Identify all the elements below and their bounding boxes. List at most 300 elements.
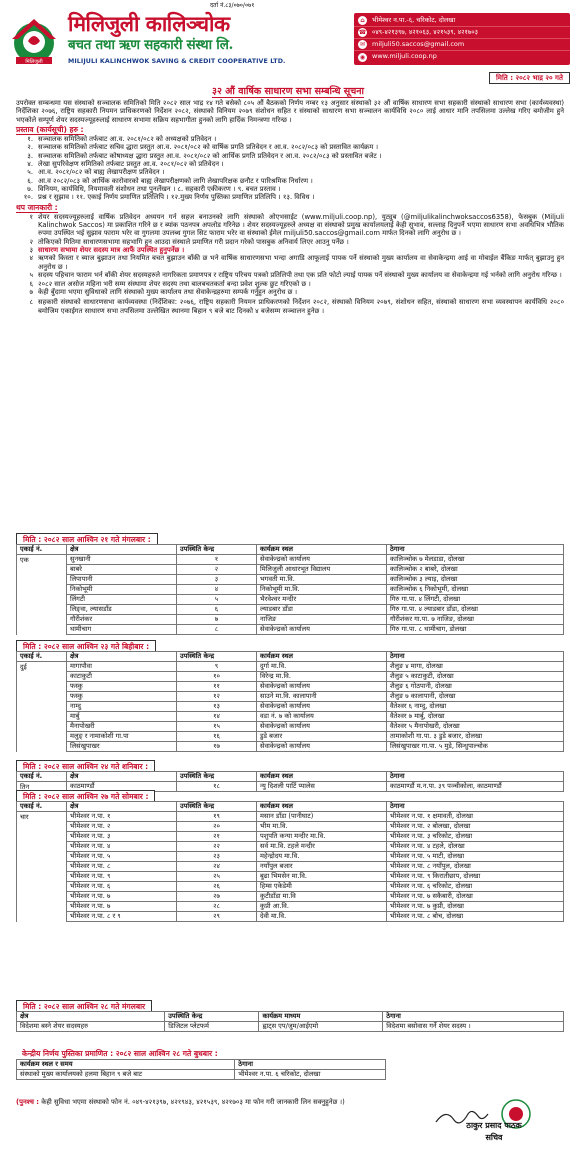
unit-cell — [17, 742, 67, 752]
venue-cell: सर्व मा.वि. टहले मन्दीर — [257, 842, 387, 852]
area-cell: बाबरे — [67, 565, 177, 575]
address-cell: तामाकोशी गा.पा. ३ डुडे बजार, दोलखा — [387, 732, 564, 742]
unit-cell: चार — [17, 812, 67, 822]
agenda-number: ७. — [27, 185, 33, 194]
signatory-name: ठाकुर प्रसाद पाठक — [466, 1121, 522, 1130]
contact-text: www.miljuli.coop.np — [372, 52, 437, 61]
info-item — [16, 288, 564, 296]
unit-cell — [17, 565, 67, 575]
center-cell: २३ — [177, 852, 257, 862]
agenda-heading: प्रस्ताव (कार्यसूची) हरु : — [16, 125, 84, 135]
agenda-text: सञ्चालक समितिको तर्फबाट आ.व. २०८१/०८२ को अध्यक्षको प्रतिवेदन । — [38, 134, 217, 143]
center-cell: २५ — [177, 872, 257, 882]
table-row — [17, 912, 564, 922]
table-row — [17, 662, 564, 672]
center-cell: ४ — [177, 585, 257, 595]
venue-cell: न्यु दिशली पार्टि प्यालेस — [257, 782, 387, 792]
col-address: ठेगाना — [387, 772, 564, 782]
online-grid — [16, 1011, 564, 1032]
venue-cell: सेवाकेन्द्रको कार्यालय — [257, 702, 387, 712]
table-row — [17, 732, 564, 742]
contact-row — [354, 51, 570, 63]
address-cell: शैलुङ ७ कालापानी, दोलखा — [387, 692, 564, 702]
area-cell: भीमेश्वर न.पा. १ — [67, 812, 177, 822]
table-row — [17, 702, 564, 712]
table-row — [17, 555, 564, 565]
unit-cell — [17, 822, 67, 832]
notice-title: ३२ औं वार्षिक साधारण सभा सम्बन्धि सूचना — [212, 86, 364, 97]
agenda-text: प्रश्न र सुझाव । ११. एकाई निर्णय प्रमाणित प्रतिलिपि । १२.मुख्य निर्णय पुस्तिका प्रमाणित प्रतिलिपि । १३. विविध । — [38, 193, 315, 202]
online-col: क्षेत्र — [17, 1012, 165, 1022]
schedule-grid — [16, 544, 564, 635]
col-area: क्षेत्र — [67, 545, 177, 555]
unit-cell — [17, 862, 67, 872]
center-cell: २९ — [177, 912, 257, 922]
area-cell: भीमेश्वर न.पा. ७ — [67, 902, 177, 912]
contact-row — [354, 27, 570, 39]
info-number: ५ — [29, 271, 33, 280]
unit-cell — [17, 702, 67, 712]
venue-cell: हिम्स एकेडेमी — [257, 882, 387, 892]
center-cell: २२ — [177, 842, 257, 852]
table-row — [17, 575, 564, 585]
info-item — [16, 271, 564, 279]
area-cell: भीमेश्वर न.पा. ३ — [67, 832, 177, 842]
web-icon: ◉ — [359, 53, 366, 61]
address-cell: गौरीशंकर गा.पा. ७ नाजिङ, दोलखा — [387, 615, 564, 625]
center-cell: १३ — [177, 702, 257, 712]
schedule-grid — [16, 651, 564, 752]
venue-cell: सेवाकेन्द्रको कार्यालय — [257, 682, 387, 692]
schedule-table-3 — [16, 760, 564, 792]
cooperative-logo — [6, 13, 62, 67]
address-cell: भीमेश्वर न.पा. ७ सकैबारी, दोलखा — [387, 892, 564, 902]
venue-cell: साउने मा.वि. कालापानी — [257, 692, 387, 702]
center-cell: १९ — [177, 812, 257, 822]
address-cell: वैतेश्वर ६ नाम्दु, दोलखा — [387, 702, 564, 712]
table-header-row — [17, 1060, 386, 1070]
central-col: ठेगाना — [235, 1060, 386, 1070]
online-cell: विदेशमा बस्ने शेयर सदस्यहरु — [17, 1022, 165, 1032]
table-header-row — [17, 1012, 564, 1022]
center-cell: ७ — [177, 615, 257, 625]
table-row — [17, 585, 564, 595]
info-list — [16, 213, 564, 297]
info-text: २०८२ साल असोज महिना भरी सम्म संस्थामा शेयर सदस्य तथा बालबचतकर्ता बन्दा प्रवेश शुल्क छुट गरिएको छ । — [38, 279, 311, 288]
address-cell: भीमेश्वर न.पा. ८ बोच, दोलखा — [387, 912, 564, 922]
unit-cell — [17, 872, 67, 882]
area-cell: मागापौवा — [67, 662, 177, 672]
info-heading: थप जानकारी : — [16, 202, 58, 212]
address-cell: भीमेश्वर न.पा. २ बोलखा, दोलखा — [387, 822, 564, 832]
agenda-number: ५. — [27, 168, 33, 177]
address-cell: भीमेश्वर न.पा. ५ माटी, दोलखा — [387, 852, 564, 862]
col-unit: एकाई नं. — [17, 772, 67, 782]
unit-cell — [17, 625, 67, 635]
unit-cell — [17, 842, 67, 852]
venue-cell: सेवाकेन्द्रको कार्यालय — [257, 555, 387, 565]
agenda-item — [16, 168, 564, 176]
col-address: ठेगाना — [387, 652, 564, 662]
venue-cell: सेवाकेन्द्रको कार्यालय — [257, 742, 387, 752]
contact-text: ०४९-४२१३९७, ४२१०६३, ४२१५३९, ४२१७०३ — [372, 27, 479, 36]
agenda-number: १. — [27, 134, 33, 143]
address-cell: भीमेश्वर न.पा. ३ चरिकोट, दोलखा — [387, 832, 564, 842]
venue-cell: दुर्गा मा.वि. — [257, 662, 387, 672]
unit-cell — [17, 615, 67, 625]
venue-cell: देवी मा.वि. — [257, 912, 387, 922]
table-row — [17, 842, 564, 852]
agenda-item — [16, 177, 564, 185]
area-cell: थामीचाग — [67, 625, 177, 635]
venue-cell: मिलिजुली आधारभूत विद्यालय — [257, 565, 387, 575]
agenda-item — [16, 193, 564, 201]
logo-text: मिलिजुली — [25, 59, 43, 65]
area-cell: भीमेश्वर न.पा. ८ — [67, 862, 177, 872]
table-row — [17, 1070, 386, 1080]
agenda-number: ४. — [27, 160, 33, 168]
location-icon: ⌂ — [358, 16, 367, 25]
area-cell: लिसंखुपाखर — [67, 742, 177, 752]
unit-cell — [17, 892, 67, 902]
schedule-date: मिति : २०८२ साल आश्विन २४ गते शनिबार : — [16, 760, 155, 771]
address-cell: वैतेश्वर ५ मैनापोखरी, दोलखा — [387, 722, 564, 732]
address-cell: भीमेश्वर न.पा. ९ किरातीछाप, दोलखा — [387, 872, 564, 882]
unit-cell — [17, 902, 67, 912]
center-cell: ५ — [177, 595, 257, 605]
org-name: मिलिजुली कालिञ्चोक — [68, 11, 230, 36]
info-text: केही बुँदामा भएमा सुविधाको लागि संस्थाको मुख्य कार्यालय तथा सेवाकेन्द्रहरुमा सम्पर्क गर्नुहुन अनुरोध छ । — [38, 287, 298, 296]
address-cell: वैतेश्वर ७ मार्बु, दोलखा — [387, 712, 564, 722]
central-col: कार्यक्रम स्थल र समय — [17, 1060, 235, 1070]
col-center: उपस्थिति केन्द्र — [177, 652, 257, 662]
venue-cell: वडा नं. ७ को कार्यालय — [257, 712, 387, 722]
center-cell: २७ — [177, 892, 257, 902]
unit-cell — [17, 585, 67, 595]
address-cell: भीमेश्वर न.पा. ७ कुप्री, दोलखा — [387, 902, 564, 912]
unit-cell — [17, 575, 67, 585]
online-cell: डिजिटल प्लेटफर्म — [165, 1022, 259, 1032]
address-cell: भीमेश्वर न.पा. ८ नयाँपुल, दोलखा — [387, 862, 564, 872]
contact-text: miljuli50.saccos@gmail.com — [372, 39, 465, 48]
area-cell: मलुङ् र नामाकोशी गा.पा — [67, 732, 177, 742]
center-cell: १८ — [177, 782, 257, 792]
center-cell: २६ — [177, 882, 257, 892]
area-cell: भीमेश्वर न.पा. ५ — [67, 852, 177, 862]
agenda-number: २. — [27, 143, 33, 152]
area-cell: फस्कु — [67, 682, 177, 692]
intro-paragraph: उपरोक्त सम्बन्धमा यस संस्थाको सञ्चालक समितिको मिति २०८२ साल भाद्र १४ गते बसेको ८०५ औं बैठकको निर्णय नम्बर १३ अनुसार संस्थाको ३२ औं वार्षिक साधारण सभा सहकारी संस्थाको साधारण सभा (कार्यव्यवस्था) निर्देशिका २०७६, राष्ट्रिय सहकारी नियमन प्राधिकरणको निर्देशन २०८२, संस्थाको विनियम २०७९ संशोधन सहित र संस्थाको साधारण सभा सञ्चालन कार्यविधि २०८० लाई आधार मानि तपसिलमा उल्लेख गरिए बमोजीम हुने भएकोले सम्पूर्ण शेयर सदस्यज्यूहरुलाई साधारण सभामा सक्रिय सहभागीता हुनको लागि हार्दिक निमन्त्रणा गरिन्छ । — [16, 99, 564, 124]
center-cell: २ — [177, 565, 257, 575]
table-row — [17, 822, 564, 832]
unit-cell — [17, 682, 67, 692]
info-text: शेयर सदस्यज्यूहरुलाई वार्षिक प्रतिवेदन अध्ययन गर्न सहज बनाउनको लागि संस्थाको ओएभसाईट (www.miljuli.coop.np), युट्युब (@miljulikalinchwoksaccos6358), फेसबुक (Miljuli Kalinchwok Saccos) मा प्रकाशित गरिने छ र ब्यांक पठनपत्र अपलोड गरिनेछ । शेयर सदस्यज्यूहरुले अध्यक्ष वा संस्थाको प्रमुख कार्यालयलाई केही सुभाव, सल्लाह दिनुपर्ने भएमा साधारण सभा अवधिभित्र भौतिक रुपमा उपस्थित भई सुझाव फाराम भरेर वा गुगलमा उपलब्ध गुगल सिट फाराम भरेर वा संस्थाको ईमेल miljuli50.saccos@gmail.com मार्फत दिनको लागि अनुरोध छ । — [38, 212, 564, 238]
area-cell: गौरीशंकर — [67, 615, 177, 625]
info-text: सदस्य पहिचान फाराम भर्न बाँकी शेयर सदस्यहरुले नागरिकता प्रमाणपत्र र राष्ट्रिय परिचय पत्रको प्रतिलिपी तथा एक प्रति फोटो ल्याई पायक पर्ने संस्थाको मुख्य कार्यालय वा सेवाकेन्द्रमा गई भर्नको लागि अनुरोध गरिन्छ । — [38, 271, 562, 280]
contact-row — [354, 15, 570, 27]
col-unit: एकाई नं. — [17, 545, 67, 555]
address-cell: भीमेश्वर न.पा. ४ टहले, दोलखा — [387, 842, 564, 852]
area-cell: निकोभूमी — [67, 585, 177, 595]
unit-cell — [17, 605, 67, 615]
online-col: उपस्थिति केन्द्र — [165, 1012, 259, 1022]
address-cell: कालिञ्चोक ७ मेलडाडा, दोलखा — [387, 555, 564, 565]
table-row — [17, 682, 564, 692]
unit-cell: दुई — [17, 662, 67, 672]
agenda-text: विनियम, कार्यविधि, नियमावली संशोधन तथा पुनर्लेखन । ८. सहकारी एकीकरण । ९. बचत प्रस्ताव । — [38, 185, 281, 194]
table-row — [17, 882, 564, 892]
col-center: उपस्थिति केन्द्र — [177, 545, 257, 555]
unit-cell — [17, 912, 67, 922]
address-cell: गिरु गा.पा. ४ लिंगटी, दोलखा — [387, 595, 564, 605]
table-row — [17, 892, 564, 902]
venue-cell: निकोभूमी मा.वि. — [257, 585, 387, 595]
online-cell: ह्वाट्स एप/जुम/आईएमो — [259, 1022, 383, 1032]
venue-cell: सेवाकेन्द्रको कार्यालय — [257, 722, 387, 732]
center-cell: १६ — [177, 732, 257, 742]
agenda-text: आ.व. २०८१/०८२ को बाह्य लेखापरीक्षण प्रतिवेदन । — [38, 168, 165, 177]
center-cell: ६ — [177, 605, 257, 615]
table-row — [17, 615, 564, 625]
address-cell: शैलुङ ५ काटाकुटी, दोलखा — [387, 672, 564, 682]
signatory-title: सचिव — [485, 1133, 503, 1142]
col-center: उपस्थिति केन्द्र — [177, 802, 257, 812]
venue-cell: विरेन्द्र मा.वि. — [257, 672, 387, 682]
area-cell: भीमेश्वर न.पा. ४ — [67, 842, 177, 852]
info-number: १ — [29, 212, 33, 221]
central-grid — [16, 1059, 386, 1080]
address-cell: कालिञ्चोक ३ ल्याइ, दोलखा — [387, 575, 564, 585]
area-cell: लिंगटी — [67, 595, 177, 605]
schedule-grid — [16, 801, 564, 922]
info-item — [16, 280, 564, 288]
unit-cell: तिन — [17, 782, 67, 792]
schedule-table-1 — [16, 533, 564, 635]
area-cell: भीमेश्वर न.पा. ७ — [67, 892, 177, 902]
col-area: क्षेत्र — [67, 652, 177, 662]
table-header-row — [17, 802, 564, 812]
col-address: ठेगाना — [387, 802, 564, 812]
org-subtitle: बचत तथा ऋण सहकारी संस्था लि. — [68, 37, 234, 53]
contact-box — [354, 13, 570, 65]
table-header-row — [17, 545, 564, 555]
venue-cell: पशुपति कन्या मन्दीर मा.वि. — [257, 832, 387, 842]
org-name-english: MILIJULI KALINCHWOK SAVING & CREDIT COOPERATIVE LTD. — [68, 58, 286, 65]
area-cell: सुनखानी — [67, 555, 177, 565]
agenda-text: सञ्चालक समितिको तर्फबाट सचिव द्धारा प्रस्तुत आ.व. २०८१/०८२ को वार्षिक प्रगति प्रतिवेदन र आ.व. २०८२/०८३ को प्रस्तावित कार्यक्रम । — [38, 143, 379, 152]
email-icon: ✉ — [359, 41, 366, 48]
info-text: तोकिएको मितिमा साधारणसभामा सहभागि हुन आउदा संस्थाले प्रमाणित गरी प्रदान गरेको पासबुक अनिवार्य लिएर आउनु पर्नेछ । — [38, 237, 349, 246]
central-date: केन्द्रीय निर्णय पुस्तिका प्रमाणित : २०८२ साल आश्विन २८ गते बुधबार : — [16, 1048, 224, 1059]
venue-cell: नाजिङ — [257, 615, 387, 625]
notice-date: मिति : २०८२ भाद्र २० गते — [489, 72, 570, 84]
col-area: क्षेत्र — [67, 772, 177, 782]
address-cell: गिरु गा.पा. ८ थामीचाग, डोलखा — [387, 625, 564, 635]
col-venue: कार्यक्रम स्थल — [257, 545, 387, 555]
col-unit: एकाई नं. — [17, 802, 67, 812]
address-cell: काठमाण्डौं म.न.पा. ३९ पञ्चीकोला, काठमाण्डौं — [387, 782, 564, 792]
area-cell: काटाकुटी — [67, 672, 177, 682]
center-cell: १२ — [177, 692, 257, 702]
center-cell: २८ — [177, 902, 257, 912]
table-row — [17, 712, 564, 722]
online-col: ठेगाना — [383, 1012, 564, 1022]
col-address: ठेगाना — [387, 545, 564, 555]
info-number: ६ — [29, 279, 33, 288]
table-row — [17, 812, 564, 822]
unit-cell — [17, 832, 67, 842]
col-venue: कार्यक्रम स्थल — [257, 652, 387, 662]
center-cell: ११ — [177, 682, 257, 692]
info-text: साधारण सभामा शेयर सदस्य मात्र आफैं उपस्थित हुनुपर्नेछ । — [38, 246, 185, 255]
area-cell: नाम्दु — [67, 702, 177, 712]
address-cell: लिसंखुपाखर गा.पा. ५ मुडे, सिन्धुपाल्चोक — [387, 742, 564, 752]
agenda-item — [16, 143, 564, 151]
center-cell: २० — [177, 822, 257, 832]
table-row — [17, 722, 564, 732]
unit-cell — [17, 882, 67, 892]
venue-cell: भगवती मा.वि. — [257, 575, 387, 585]
unit-cell — [17, 595, 67, 605]
center-cell: १७ — [177, 742, 257, 752]
venue-cell: बुढा भिमसेन मा.वि. — [257, 872, 387, 882]
schedule-date: मिति : २०८२ साल आश्विन २७ गते सोमबार : — [16, 790, 155, 801]
venue-cell: महेन्द्रोदय मा.वि. — [257, 852, 387, 862]
center-cell: १४ — [177, 712, 257, 722]
agenda-number: ६. — [27, 176, 33, 185]
unit-cell: एक — [17, 555, 67, 565]
center-cell: ९ — [177, 662, 257, 672]
note-8: ८ सहकारी संस्थाको साधारणसभा कार्यव्यवस्था (निर्देशिका: २०७६, राष्ट्रिय सहकारी नियमन प्राधिकरणको निर्देशन २०८२, संस्थाको विनियम २०७९, संशोधन सहित, संस्थाको साधारण सभा व्यवस्थापन कार्यविधि २०८० बमोजिम एकाईगत साधारण सभा तपसिलमा उल्लेखित स्थानमा बिहान ९ बजे बाट दिनको ४ बजेसम्म सञ्चालन हुनेछ । — [29, 298, 564, 315]
area-cell: मैनापोखरी — [67, 722, 177, 732]
area-cell: भीमेश्वर न.पा. ९ — [67, 872, 177, 882]
venue-cell: डुडे बजार — [257, 732, 387, 742]
venue-cell: भैरवेश्वर मन्दीर — [257, 595, 387, 605]
center-cell: २४ — [177, 862, 257, 872]
table-row — [17, 692, 564, 702]
venue-cell: कुटीडाँडा मा.वि — [257, 892, 387, 902]
table-row — [17, 862, 564, 872]
table-row — [17, 625, 564, 635]
table-row — [17, 605, 564, 615]
central-cell: भीमेश्वर न.पा. ६ चरिकोट, दोलखा — [235, 1070, 386, 1080]
table-row — [17, 595, 564, 605]
info-number: ४ — [29, 254, 33, 263]
online-cell: विदेशमा बसोवास गर्ने शेयर सदस्य । — [383, 1022, 564, 1032]
area-cell: भीमेश्वर न.पा. ६ — [67, 882, 177, 892]
center-cell: १० — [177, 672, 257, 682]
registration-number: दर्ता नं.८३/०७०/०७१ — [210, 2, 255, 9]
area-cell: काठमाण्डौं — [67, 782, 177, 792]
table-row — [17, 742, 564, 752]
center-cell: ३ — [177, 575, 257, 585]
online-col: कार्यक्रम माध्यम — [259, 1012, 383, 1022]
center-cell: ८ — [177, 625, 257, 635]
unit-cell — [17, 712, 67, 722]
agenda-list — [16, 135, 564, 202]
online-date: मिति : २०८२ साल आश्विन २८ गते मंगलबार — [16, 1000, 152, 1011]
venue-cell: मसान डाँडा (पानीघाट) — [257, 812, 387, 822]
schedule-date: मिति : २०८२ साल आश्विन २३ गते बिहीबार : — [16, 640, 156, 651]
table-row — [17, 902, 564, 912]
area-cell: मार्बु — [67, 712, 177, 722]
venue-cell: ल्याडबार डाँडा — [257, 605, 387, 615]
area-cell: भीमेश्वर न.पा. ८ र ९ — [67, 912, 177, 922]
col-center: उपस्थिति केन्द्र — [177, 772, 257, 782]
agenda-text: सञ्चालक समितिको तर्फबाट कोषाध्यक्ष द्धारा प्रस्तुत आ.व. २०८१/०८२ को आर्थिक प्रगति प्रतिवेदन र आ.व. २०८२/०८३ को प्रस्तावित बजेट । — [38, 151, 382, 160]
schedule-date: मिति : २०८२ साल आश्विन २१ गते मंगलबार : — [16, 533, 158, 544]
center-cell: १५ — [177, 722, 257, 732]
table-row — [17, 872, 564, 882]
agenda-text: आ.व २०८२/०८३ को आर्थिक कारोवारको बाह्य लेखापरीक्षणको लागि लेखापरिक्षक छनौट र पारिश्रमिक निर्धारण । — [38, 176, 313, 185]
table-header-row — [17, 772, 564, 782]
area-cell: लिपापानी — [67, 575, 177, 585]
address-cell: शैलुङ ६ गोठपानी, दोलखा — [387, 682, 564, 692]
schedule-table-4 — [16, 790, 564, 922]
phone-icon: ☎ — [358, 29, 367, 36]
table-row — [17, 1022, 564, 1032]
venue-cell: भीम मा.वि. — [257, 822, 387, 832]
notice-body — [16, 99, 564, 315]
address-cell: कालिञ्चोक २ बाबरे, दोलखा — [387, 565, 564, 575]
address-cell: भीमेश्वर न.पा. १ क्षमावती, दोलखा — [387, 812, 564, 822]
area-cell: लिङ्वा, ल्यासडाँड — [67, 605, 177, 615]
center-cell: २१ — [177, 832, 257, 842]
online-meeting-table — [16, 1000, 564, 1032]
address-cell: कालिञ्चोक ६ निकोभूमी, दोलखा — [387, 585, 564, 595]
unit-cell — [17, 692, 67, 702]
col-venue: कार्यक्रम स्थल — [257, 772, 387, 782]
info-number: ७ — [29, 287, 33, 296]
schedule-table-2 — [16, 640, 564, 752]
footer-note: (पुनश्च : केही सुविधा भएमा संस्थाको फोन नं. ०४९-४२१३९७, ४२१९४३, ४२१५३९, ४२१७०३ मा फोन गरी जानकारी लिन सक्नुहुनेछ ।) — [16, 1098, 345, 1106]
unit-cell — [17, 672, 67, 682]
area-cell: भीमेश्वर न.पा. २ — [67, 822, 177, 832]
info-text: ऋणको किस्ता र ब्याज बुझाउन तथा नियमित बचत बुझाउन बाँकी छ भने वार्षिक साधारणसभा भन्दा अगाडि आफूलाई पायक पर्ने संस्थाको मुख्य कार्यालय वा सेवाकेन्द्रमा आई वा मोबाईल बैंकिङ मार्फत् बुझाउनु हुन अनुरोध छ । — [38, 254, 564, 271]
agenda-number: ३. — [27, 151, 33, 160]
contact-row — [354, 39, 570, 51]
central-cell: संस्थाको मुख्य कार्यालयको हलमा बिहान ९ बजे बाट — [17, 1070, 235, 1080]
center-cell: १ — [177, 555, 257, 565]
central-decision-table — [16, 1048, 564, 1080]
info-number: २ — [29, 237, 33, 246]
col-area: क्षेत्र — [67, 802, 177, 812]
table-header-row — [17, 652, 564, 662]
info-item — [16, 238, 564, 246]
agenda-number: १०. — [23, 193, 33, 202]
col-unit: एकाई नं. — [17, 652, 67, 662]
col-venue: कार्यक्रम स्थल — [257, 802, 387, 812]
unit-cell — [17, 732, 67, 742]
contact-text: भीमेश्वर न.पा.-६, चरिकोट, दोलखा — [372, 15, 456, 24]
table-row — [17, 565, 564, 575]
table-row — [17, 672, 564, 682]
table-row — [17, 832, 564, 842]
area-cell: फस्कु — [67, 692, 177, 702]
agenda-text: लेखा सुपरिवेक्षण समितिको तर्फबाट प्रस्तुत आ.व. २०८१/०८२ को प्रतिवेदन । — [38, 160, 224, 168]
info-item — [16, 213, 564, 238]
address-cell: भीमेश्वर न.पा. ६ चरिकोट, दोलखा — [387, 882, 564, 892]
unit-cell — [17, 722, 67, 732]
unit-cell — [17, 852, 67, 862]
info-item — [16, 254, 564, 271]
venue-cell: नयाँपुल बजार — [257, 862, 387, 872]
agenda-item — [16, 152, 564, 160]
venue-cell: कुप्री आ.वि. — [257, 902, 387, 912]
address-cell: शैलुङ ४ मागा, दोलखा — [387, 662, 564, 672]
letterhead — [0, 11, 576, 69]
info-number: ३ — [29, 246, 33, 255]
